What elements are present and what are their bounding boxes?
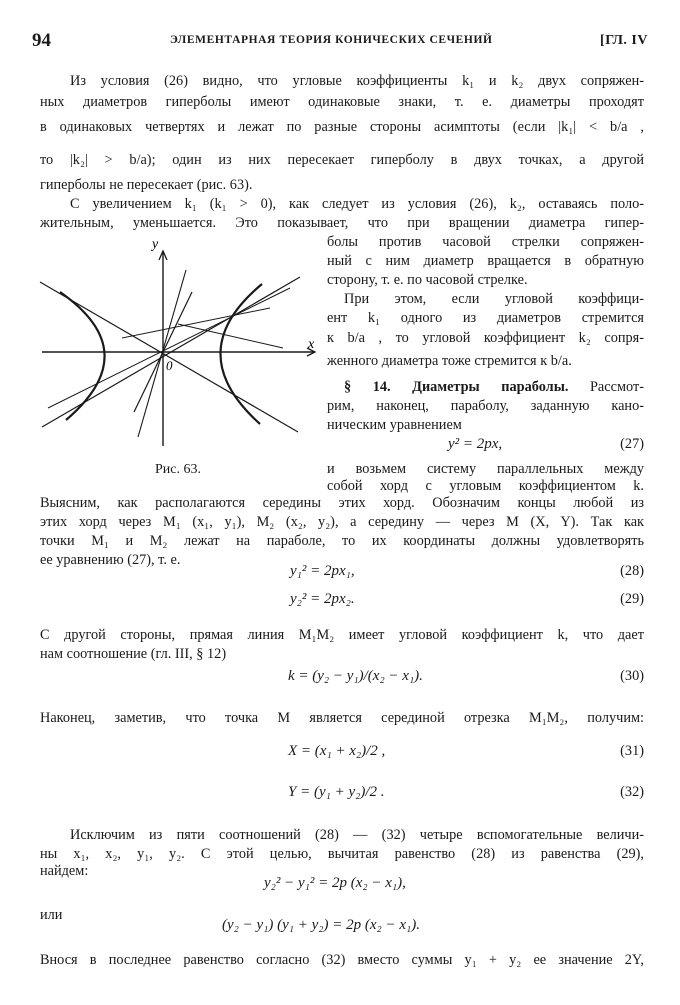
figure-caption: Рис. 63. (155, 462, 201, 477)
diameter-line (48, 288, 290, 408)
text-line: или (40, 907, 63, 923)
equation-27: y² = 2px, (448, 436, 503, 452)
equation-number: (27) (620, 436, 644, 452)
hyperbola-figure (28, 232, 328, 447)
equation-31: X = (x₁ + x₂)/2 , (288, 743, 386, 759)
axis-label-y: y (152, 237, 159, 252)
axis-label-x: x (308, 337, 315, 352)
equation-32: Y = (y₁ + y₂)/2 . (288, 784, 385, 800)
text-line: и возьмем систему параллельных между (327, 461, 644, 477)
text-line: Наконец, заметив, что точка M является серединой отрезка M₁M₂, получим: (40, 710, 644, 726)
hyperbola-left-branch (60, 292, 105, 420)
text-line: точки M₁ и M₂ лежат на параболе, то их координаты должны удовлетворять (40, 533, 644, 549)
text-line: в одинаковых четвертях и лежат по разные стороны асимптоты (если |k₁| < b/a , (40, 119, 644, 135)
equation-29: y₂² = 2px₂. (290, 591, 355, 607)
origin-label: 0 (166, 358, 173, 373)
text-line: гиперболы не пересекает (рис. 63). (40, 177, 253, 193)
section-title: § 14. Диаметры параболы. (344, 379, 569, 395)
diameter-line (138, 270, 186, 437)
text-line: ническим уравнением (327, 417, 462, 433)
equation-factored: (y₂ − y₁) (y₁ + y₂) = 2p (x₂ − x₁). (222, 917, 420, 933)
text-line: болы против часовой стрелки сопряжен- (327, 234, 644, 250)
equation-number: (31) (620, 743, 644, 759)
running-title: ЭЛЕМЕНТАРНАЯ ТЕОРИЯ КОНИЧЕСКИХ СЕЧЕНИЙ (170, 34, 493, 46)
text-line: сторону, т. е. по часовой стрелке. (327, 272, 528, 288)
equation-difference: y₂² − y₁² = 2p (x₂ − x₁), (264, 875, 406, 891)
page-number: 94 (32, 30, 51, 51)
equation-28: y₁² = 2px₁, (290, 563, 355, 579)
diameter-line (122, 308, 270, 338)
text-line: собой хорд с угловым коэффициентом k. (327, 478, 644, 494)
text-line: к b/a , то угловой коэффициент k₂ сопря- (327, 330, 644, 346)
text-line: При этом, если угловой коэффици- (344, 291, 644, 307)
text-line: жительным, уменьшается. Это показывает, что при вращении диаметра гипер- (40, 215, 644, 231)
text-line: Внося в последнее равенство согласно (32) вместо суммы y₁ + y₂ ее значение 2Y, (40, 952, 644, 968)
text-line: Исключим из пяти соотношений (28) — (32) четыре вспомогательные величи- (70, 827, 644, 843)
text-line: найдем: (40, 863, 89, 879)
text-line: нам соотношение (гл. III, § 12) (40, 646, 227, 662)
text-line: ны x₁, x₂, y₁, y₂. С этой целью, вычитая равенство (28) из равенства (29), (40, 846, 644, 862)
equation-number: (32) (620, 784, 644, 800)
section-heading-line (344, 378, 644, 397)
equation-number: (28) (620, 563, 644, 579)
section-title-rest: Рассмот- (589, 379, 644, 395)
text-line: Из условия (26) видно, что угловые коэффициенты k₁ и k₂ двух сопряжен- (70, 73, 644, 89)
text-line: Выясним, как располагаются середины этих хорд. Обозначим концы любой из (40, 495, 644, 511)
text-line: рим, наконец, параболу, заданную кано- (327, 398, 644, 414)
text-line: ный с ним диаметр вращается в обратную (327, 253, 644, 269)
text-line: С другой стороны, прямая линия M₁M₂ имеет угловой коэффициент k, что дает (40, 627, 644, 643)
text-line: то |k₂| > b/a); один из них пересекает гиперболу в двух точках, а другой (40, 152, 644, 168)
text-line: С увеличением k₁ (k₁ > 0), как следует из условия (26), k₂, оставаясь поло- (70, 196, 644, 212)
chapter-label: [ГЛ. IV (600, 33, 648, 48)
text-line: этих хорд через M₁ (x₁, y₁), M₂ (x₂, y₂), а середину — через M (X, Y). Так как (40, 514, 644, 530)
text-line: ных диаметров гиперболы имеют одинаковые знаки, т. е. диаметры проходят (40, 94, 644, 110)
text-line: женного диаметра тоже стремится к b/a. (327, 353, 572, 369)
text-line: ент k₁ одного из диаметров стремится (327, 310, 644, 326)
equation-number: (30) (620, 668, 644, 684)
equation-30: k = (y₂ − y₁)/(x₂ − x₁). (288, 668, 423, 684)
page-header (32, 30, 648, 54)
text-line: ее уравнению (27), т. е. (40, 552, 181, 568)
equation-number: (29) (620, 591, 644, 607)
